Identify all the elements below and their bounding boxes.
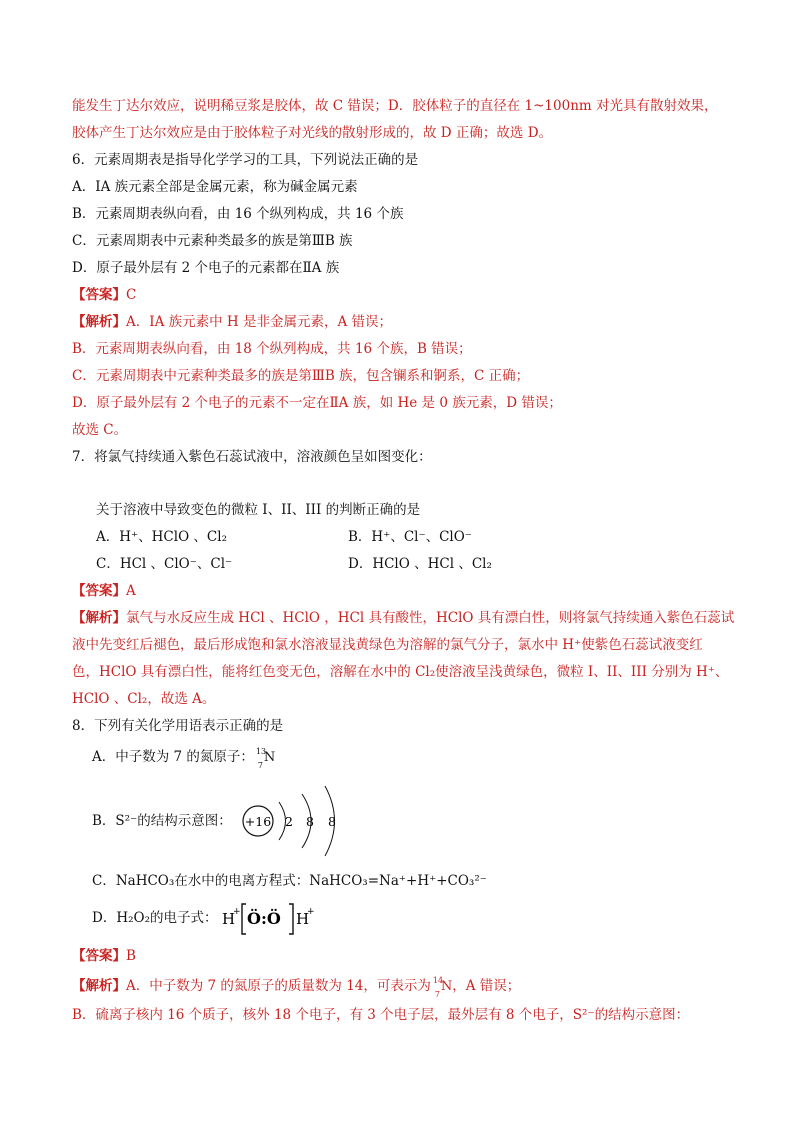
intro-line-2: 胶体产生丁达尔效应是由于胶体粒子对光线的散射形成的，故 D 正确；故选 D。 — [72, 125, 553, 141]
q8-answer — [72, 947, 136, 965]
q7-option-b: B．H⁺、Cl⁻、ClO⁻ — [348, 529, 472, 545]
q8-option-a-text: A．中子数为 7 的氮原子： — [92, 749, 254, 765]
q8-stem: 8．下列有关化学用语表示正确的是 — [72, 718, 284, 734]
intro-line-1: 能发生丁达尔效应，说明稀豆浆是胶体，故 C 错误；D．胶体粒子的直径在 1~100nm 对光具有散射效果， — [72, 98, 718, 114]
q8-analysis-1 — [72, 975, 521, 999]
q6-stem: 6．元素周期表是指导化学学习的工具，下列说法正确的是 — [72, 152, 419, 168]
element-symbol: N — [440, 978, 453, 994]
analysis-label: 【解析】 — [72, 314, 126, 330]
analysis-text-end: ，A 错误； — [452, 978, 521, 994]
q7-analysis-1 — [72, 609, 734, 627]
q6-option-a: A．IA 族元素全部是金属元素，称为碱金属元素 — [72, 179, 358, 195]
q7-options-row-2 — [96, 555, 696, 573]
q7-stem: 7．将氯气持续通入紫色石蕊试液中，溶液颜色呈如图变化： — [72, 449, 432, 465]
left-bracket — [242, 904, 246, 934]
peroxide-core: Ö:Ö — [247, 909, 281, 928]
q7-analysis-2: 液中先变红后褪色，最后形成饱和氯水溶液显浅黄绿色为溶解的氯气分子，氯水中 H⁺使紫色石蕊试液变红 — [72, 637, 703, 653]
answer-value: B — [126, 948, 136, 964]
q6-option-b: B．元素周期表纵向看，由 16 个纵列构成，共 16 个族 — [72, 206, 404, 222]
nucleus-charge: +16 — [244, 814, 272, 829]
answer-value: C — [126, 287, 137, 303]
q8-option-b-text: B．S²⁻的结构示意图： — [92, 813, 232, 829]
shell-electrons-2: 8 — [306, 814, 314, 829]
atomic-number: 7 — [434, 989, 440, 999]
nitrogen-nuclide — [255, 746, 276, 770]
q7-answer — [72, 582, 136, 600]
answer-label: 【答案】 — [72, 287, 126, 303]
q7-analysis-4: HClO 、Cl₂，故选 A。 — [72, 691, 216, 707]
hydrogen-right: H — [296, 910, 310, 928]
q6-analysis-1 — [72, 313, 392, 331]
answer-value: A — [126, 583, 136, 599]
q6-option-d: D．原子最外层有 2 个电子的元素都在ⅡA 族 — [72, 260, 340, 276]
answer-label: 【答案】 — [72, 948, 126, 964]
answer-label: 【答案】 — [72, 583, 126, 599]
shell-electrons-1: 2 — [285, 814, 293, 829]
q8-option-c: C．NaHCO₃在水中的电离方程式：NaHCO₃=Na⁺+H⁺+CO₃²⁻ — [92, 873, 487, 889]
analysis-text: 氯气与水反应生成 HCl 、HClO ，HCl 具有酸性，HClO 具有漂白性，则将氯气持续通入紫色石蕊试 — [126, 610, 735, 626]
hydrogen-left: H — [222, 910, 236, 928]
q7-option-d: D．HClO 、HCl 、Cl₂ — [348, 556, 492, 572]
sulfide-structure-diagram — [236, 780, 346, 860]
q7-option-c: C．HCl 、ClO⁻、Cl⁻ — [96, 556, 233, 572]
analysis-label: 【解析】 — [72, 978, 126, 994]
q6-analysis-3: C．元素周期表中元素种类最多的族是第ⅢB 族，包含镧系和锕系，C 正确； — [72, 368, 530, 384]
nitrogen-14-nuclide — [432, 975, 453, 999]
shell-electrons-3: 8 — [328, 814, 336, 829]
hydrogen-right-charge: + — [307, 907, 315, 917]
q6-analysis-4: D．原子最外层有 2 个电子的元素不一定在ⅡA 族，如 He 是 0 族元素，D 错误； — [72, 395, 562, 411]
q8-option-d-text: D．H₂O₂的电子式： — [92, 910, 218, 926]
analysis-label: 【解析】 — [72, 610, 126, 626]
q7-analysis-3: 色，HClO 具有漂白性，能将红色变无色，溶解在水中的 Cl₂使溶液呈浅黄绿色，微粒 I、II、III 分别为 H⁺、 — [72, 664, 729, 680]
q8-option-d — [92, 909, 218, 927]
q6-option-c: C．元素周期表中元素种类最多的族是第ⅢB 族 — [72, 233, 353, 249]
q6-analysis-2: B．元素周期表纵向看，由 18 个纵列构成，共 16 个族，B 错误； — [72, 341, 472, 357]
q8-option-a — [92, 746, 276, 770]
atomic-number: 7 — [257, 760, 264, 770]
q8-analysis-2: B．硫离子核内 16 个质子，核外 18 个电子，有 3 个电子层，最外层有 8 个电子，S²⁻的结构示意图： — [72, 1007, 690, 1023]
q6-analysis-5: 故选 C。 — [72, 422, 128, 438]
mass-number: 14 — [432, 975, 444, 985]
q8-option-b — [92, 812, 232, 830]
analysis-text: A．ⅠA 族元素中 H 是非金属元素，A 错误； — [126, 314, 393, 330]
mass-number: 13 — [255, 746, 267, 756]
h2o2-electron-formula — [222, 898, 322, 940]
q7-option-a: A．H⁺、HClO 、Cl₂ — [96, 529, 227, 545]
q6-answer — [72, 286, 136, 304]
q7-options-row-1 — [96, 528, 696, 546]
analysis-text: A．中子数为 7 的氮原子的质量数为 14，可表示为 — [126, 978, 431, 994]
right-bracket — [289, 904, 293, 934]
q7-subquestion: 关于溶液中导致变色的微粒 I、II、III 的判断正确的是 — [96, 502, 421, 518]
hydrogen-left-charge: + — [233, 907, 241, 917]
element-symbol: N — [263, 749, 276, 765]
